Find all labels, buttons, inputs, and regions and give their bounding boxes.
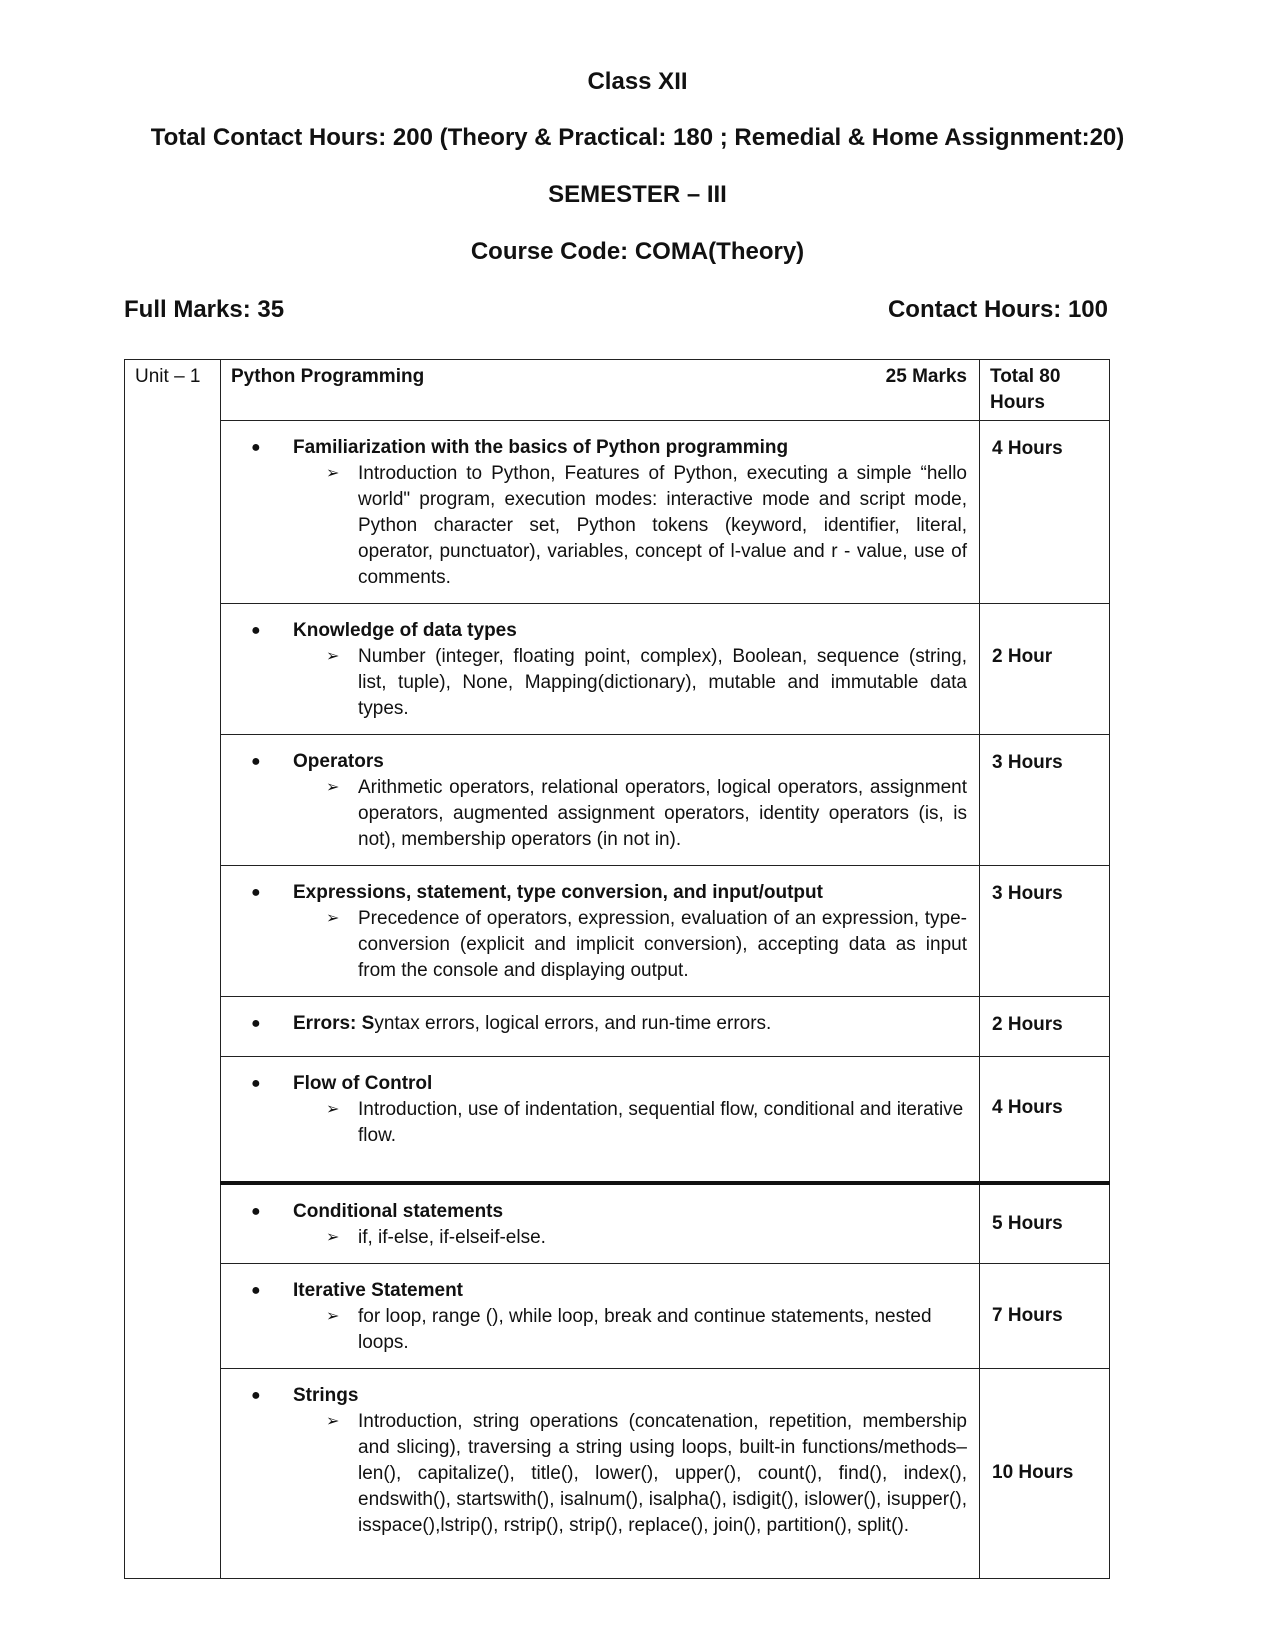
arrow-bullet-icon: ➢ (326, 1228, 340, 1246)
topic-cell (221, 866, 980, 997)
topic-detail: if, if-else, if-elseif-else. (358, 1226, 546, 1248)
topic-detail: Precedence of operators, expression, evaluation of an expression, type-conversion (explicit and implicit conversion), accepting data as input from the console and displaying output. (358, 908, 967, 981)
bullet-dot-icon: ● (251, 1202, 261, 1220)
topic-title: Errors: S (293, 1013, 375, 1034)
unit-header-row (125, 360, 1110, 421)
topic-hours: 4 Hours (980, 421, 1110, 604)
topic-cell (221, 1057, 980, 1183)
unit-label: Unit – 1 (125, 360, 221, 1579)
arrow-bullet-icon: ➢ (326, 910, 340, 927)
topic-title: Operators (293, 751, 384, 772)
unit-marks: 25 Marks (885, 366, 967, 387)
arrow-bullet-icon: ➢ (326, 1412, 340, 1430)
arrow-bullet-icon: ➢ (326, 1307, 340, 1325)
bullet-dot-icon: ● (251, 1386, 261, 1404)
contact-hours: Contact Hours: 100 (887, 296, 1108, 323)
unit-title-cell (221, 360, 980, 421)
table-row (125, 997, 1110, 1057)
arrow-bullet-icon: ➢ (326, 779, 340, 796)
topic-detail: Number (integer, floating point, complex), Boolean, sequence (string, list, tuple), None, Mapping(dictionary), mutable and immutable data types. (358, 646, 967, 719)
topic-hours: 3 Hours (980, 866, 1110, 997)
arrow-bullet-icon: ➢ (326, 1101, 340, 1118)
unit-hours: Total 80 Hours (980, 360, 1110, 421)
topic-detail: Introduction to Python, Features of Python, executing a simple “hello world" program, execution modes: interactive mode and script mode, Python character set, Python tokens (keyword, identifier, literal, operator, punctuator), variables, concept of l-value and r - value, use of comments. (358, 463, 967, 588)
unit-title: Python Programming (231, 366, 425, 387)
topic-title: Knowledge of data types (293, 620, 517, 641)
topic-title: Flow of Control (293, 1073, 433, 1094)
topic-cell (221, 1368, 980, 1578)
table-row (125, 866, 1110, 997)
bullet-dot-icon: ● (251, 622, 261, 639)
bullet-dot-icon: ● (251, 1015, 261, 1032)
bullet-dot-icon: ● (251, 753, 261, 770)
topic-cell (221, 1263, 980, 1368)
topic-cell (221, 604, 980, 735)
topic-detail: yntax errors, logical errors, and run-time errors. (374, 1013, 772, 1034)
bullet-dot-icon: ● (251, 439, 261, 456)
table-row (125, 735, 1110, 866)
topic-detail: for loop, range (), while loop, break and continue statements, nested loops. (358, 1305, 932, 1353)
table-row (125, 604, 1110, 735)
topic-detail: Arithmetic operators, relational operators, logical operators, assignment operators, augmented assignment operators, identity operators (is, is not), membership operators (in not in). (358, 777, 967, 850)
topic-hours: 2 Hour (980, 604, 1110, 735)
topic-cell (221, 997, 980, 1057)
bullet-dot-icon: ● (251, 1281, 261, 1299)
table-row (125, 1057, 1110, 1183)
topic-detail: Introduction, string operations (concatenation, repetition, membership and slicing), traversing a string using loops, built-in functions/methods–len(), capitalize(), title(), lower(), upper(), count(), find(), index(), endswith(), startswith(), isalnum(), isalpha(), isdigit(), islower(), isupper(), isspace(),lstrip(), rstrip(), strip(), replace(), join(), partition(), split(). (358, 1410, 967, 1536)
topic-title: Iterative Statement (293, 1279, 464, 1301)
syllabus-table (124, 359, 1110, 1579)
table-row (125, 1183, 1110, 1264)
topic-title: Conditional statements (293, 1200, 504, 1222)
table-row (125, 1263, 1110, 1368)
topic-hours: 10 Hours (980, 1368, 1110, 1578)
arrow-bullet-icon: ➢ (326, 648, 340, 665)
full-marks: Full Marks: 35 (124, 296, 285, 323)
topic-detail: Introduction, use of indentation, sequential flow, conditional and iterative flow. (358, 1099, 964, 1146)
course-code-heading: Course Code: COMA(Theory) (470, 238, 805, 265)
table-row (125, 421, 1110, 604)
contact-hours-heading: Total Contact Hours: 200 (Theory & Practical: 180 ; Remedial & Home Assignment:20) (150, 124, 1125, 151)
topic-cell (221, 1183, 980, 1264)
topic-cell (221, 735, 980, 866)
topic-cell (221, 421, 980, 604)
topic-hours: 4 Hours (980, 1057, 1110, 1183)
table-row (125, 1368, 1110, 1578)
semester-heading: SEMESTER – III (548, 181, 727, 208)
topic-hours: 5 Hours (980, 1183, 1110, 1264)
topic-title: Expressions, statement, type conversion, and input/output (293, 882, 823, 903)
bullet-dot-icon: ● (251, 884, 261, 901)
topic-hours: 3 Hours (980, 735, 1110, 866)
bullet-dot-icon: ● (251, 1075, 261, 1092)
class-heading: Class XII (587, 68, 688, 95)
topic-title: Strings (293, 1384, 359, 1406)
arrow-bullet-icon: ➢ (326, 465, 340, 482)
topic-hours: 7 Hours (980, 1263, 1110, 1368)
topic-title: Familiarization with the basics of Python programming (293, 437, 789, 458)
topic-hours: 2 Hours (980, 997, 1110, 1057)
